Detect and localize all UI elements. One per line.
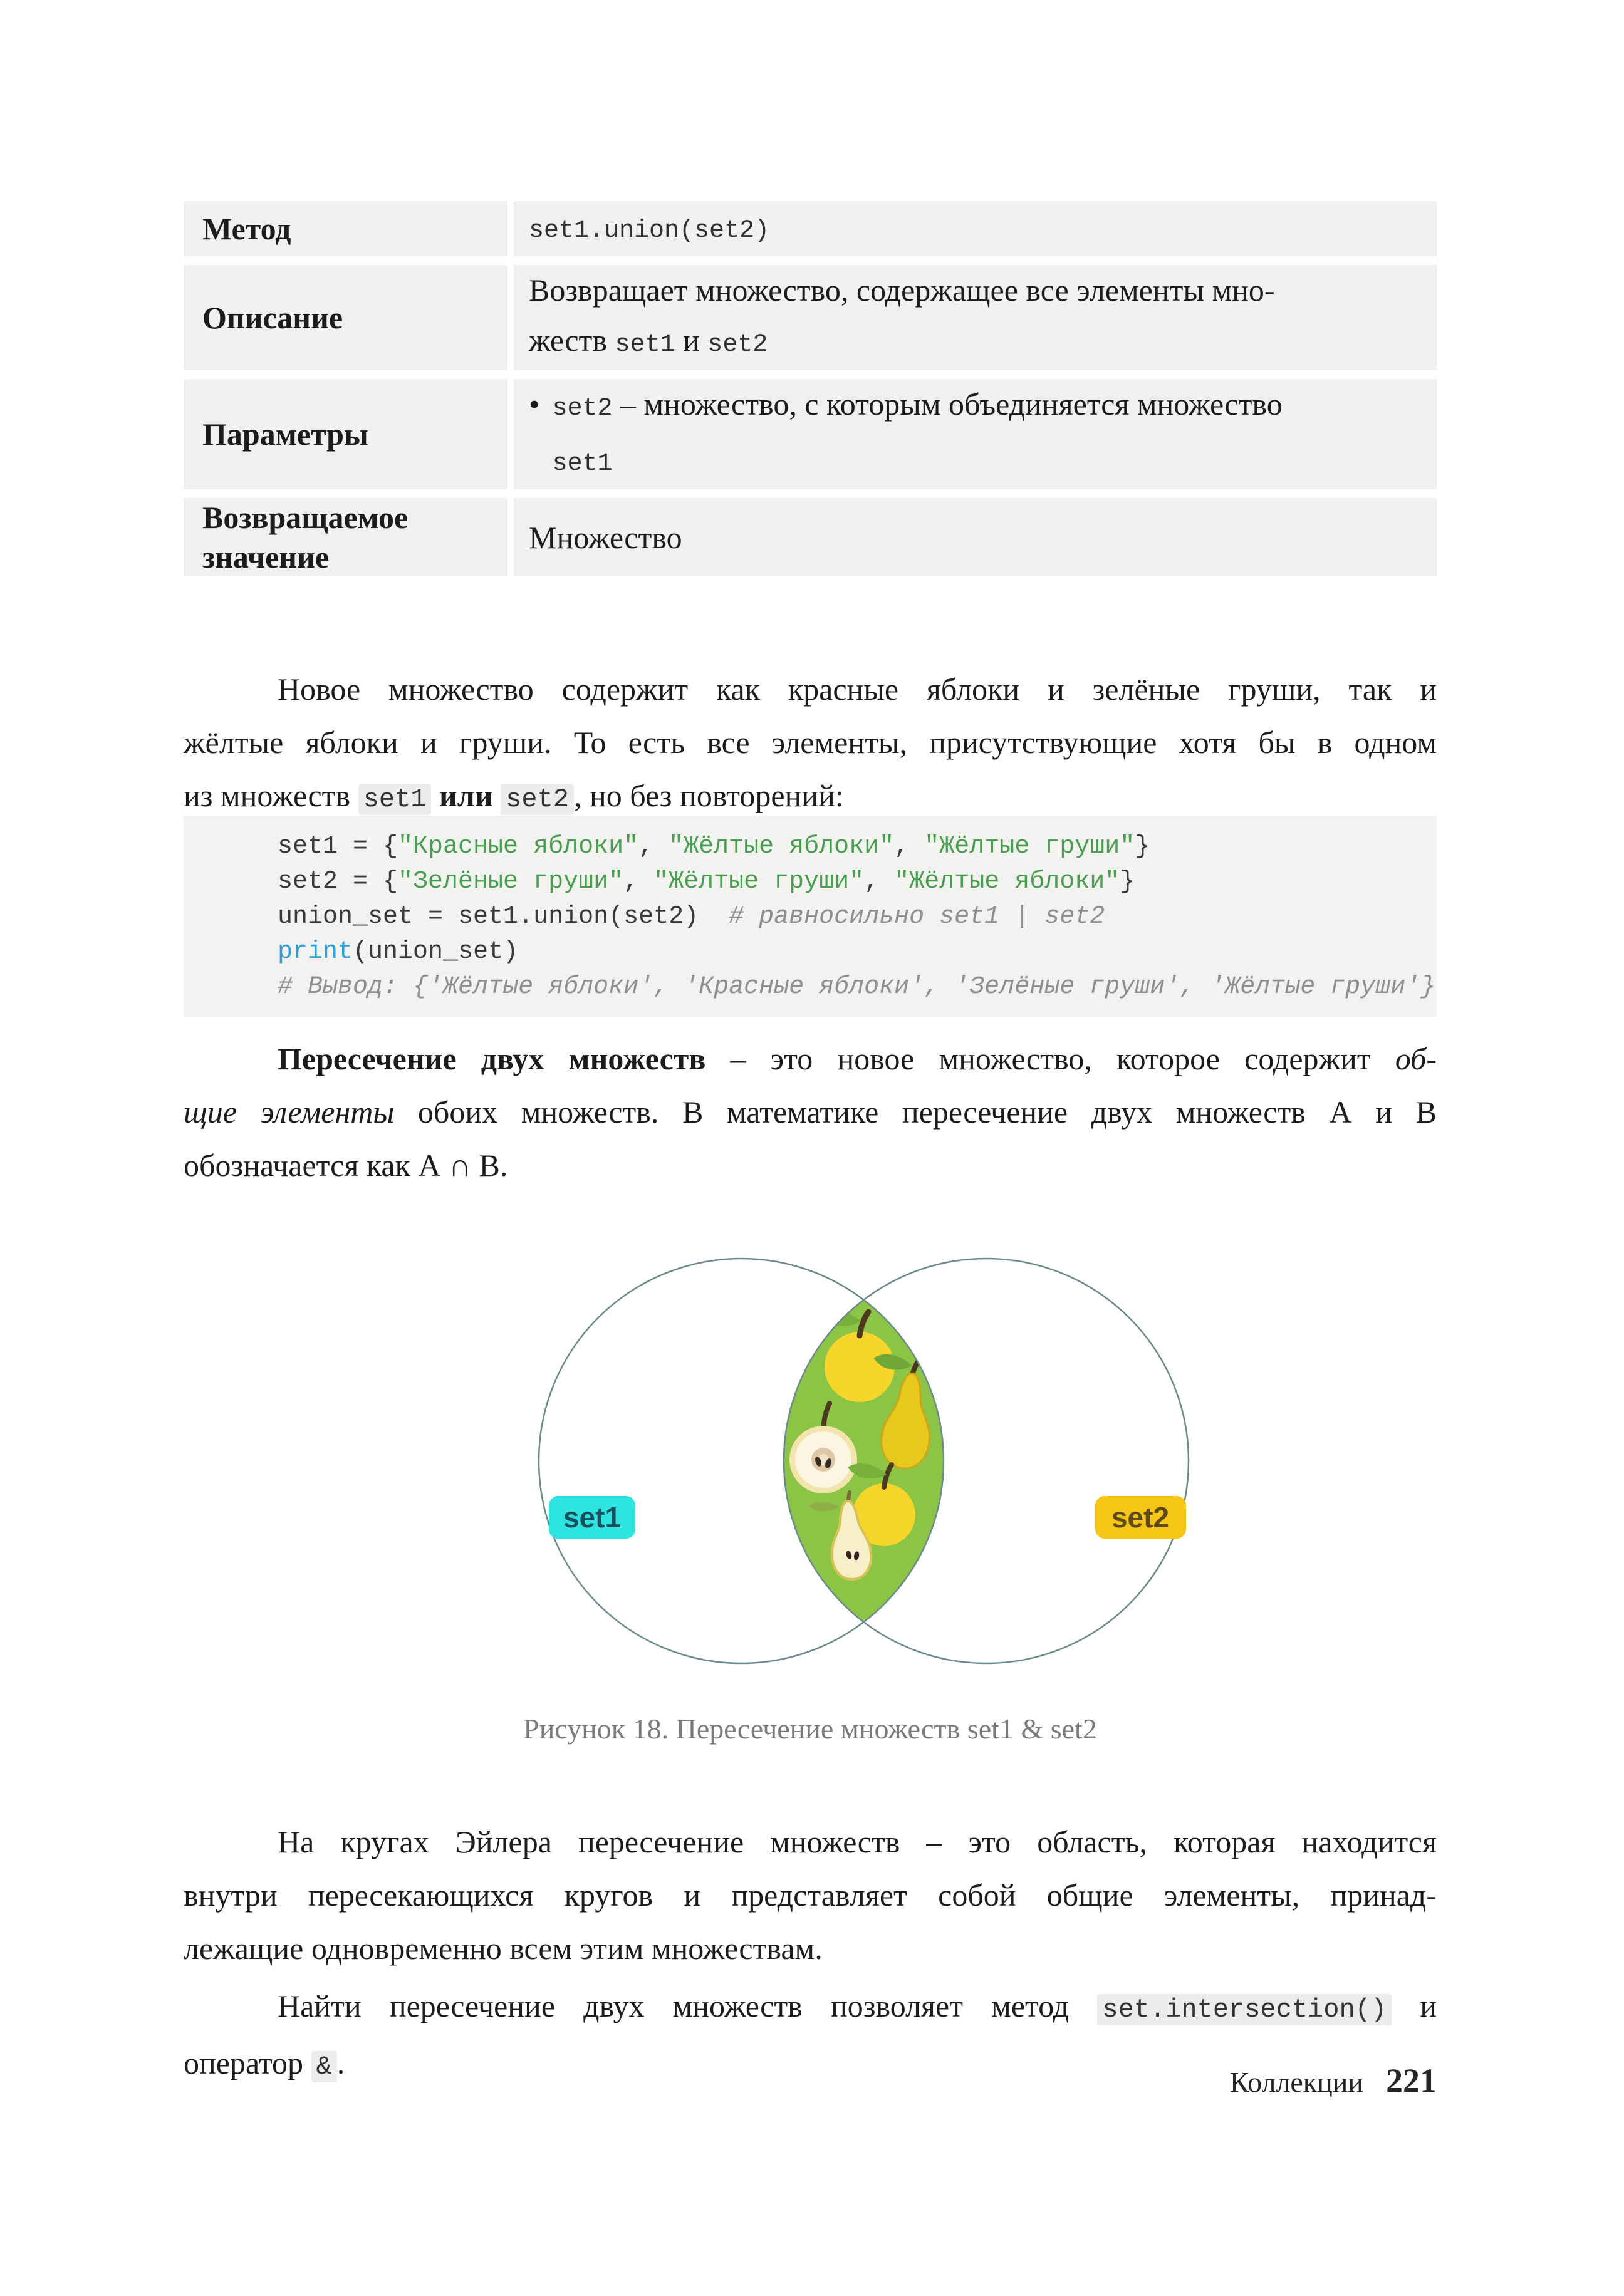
parameter-line1	[553, 379, 1283, 434]
code-string: "Жёлтые яблоки"	[669, 833, 895, 861]
set1-badge-label: set1	[563, 1501, 622, 1534]
row-label-parameters: Параметры	[184, 379, 508, 489]
table-row-return-value	[184, 498, 1437, 576]
text-run: Найти пересечение двух множеств позволяет метод	[278, 1988, 1098, 2023]
text-line: лежащие одновременно всем этим множествам.	[184, 1931, 823, 1966]
row-value-method	[514, 201, 1437, 256]
code-line	[184, 935, 1437, 970]
text-run: оператор	[184, 2045, 311, 2080]
text-line: обозначается как А ∩ В.	[184, 1148, 508, 1183]
method-reference-table	[184, 201, 1437, 576]
code-token: ,	[864, 868, 895, 896]
inline-code-set2: set2	[552, 395, 613, 423]
description-line2	[529, 315, 1419, 370]
row-value-parameters	[514, 379, 1437, 489]
inline-code-set1: set1	[615, 331, 675, 359]
text-run: , но без повторений:	[573, 778, 844, 813]
code-line	[184, 900, 1437, 935]
return-value-text: Множество	[529, 519, 682, 555]
paragraph-union-result	[184, 663, 1437, 826]
inline-code-intersection: set.intersection()	[1097, 1994, 1392, 2025]
page-number: 221	[1386, 2062, 1437, 2099]
paragraph-euler-circles	[184, 1816, 1437, 1975]
inline-code-set1: set1	[552, 450, 613, 478]
text-line	[184, 1032, 1437, 1086]
row-label-description: Описание	[184, 265, 508, 370]
text-line	[184, 1086, 1437, 1139]
method-signature: set1.union(set2)	[529, 217, 770, 245]
code-line	[184, 865, 1437, 900]
code-token: set2 = {	[278, 868, 398, 896]
inline-code-ampersand: &	[311, 2051, 337, 2082]
table-row-method	[184, 201, 1437, 256]
code-token: (union_set)	[353, 938, 519, 966]
text-run: из множеств	[184, 778, 358, 813]
inline-code-set2: set2	[707, 331, 768, 359]
inline-code-set1: set1	[358, 784, 432, 815]
text-run: .	[336, 2045, 345, 2080]
code-token: set1 = {	[278, 833, 398, 861]
code-line	[184, 829, 1437, 865]
figure-caption: Рисунок 18. Пересечение множеств set1 & set2	[523, 1713, 1097, 1745]
code-comment: # Вывод: {'Жёлтые яблоки', 'Красные яблоки', 'Зелёные груши', 'Жёлтые груши'}	[278, 973, 1436, 1001]
code-token: ,	[623, 868, 654, 896]
code-string: "Жёлтые груши"	[653, 868, 865, 896]
italic-run: щие элементы	[184, 1094, 395, 1130]
code-token: ,	[638, 833, 669, 861]
text-run: – это новое множество, которое содержит	[705, 1041, 1395, 1076]
code-token: union_set = set1.union(set2)	[278, 903, 729, 931]
code-token: }	[1120, 868, 1135, 896]
code-string: "Жёлтые груши"	[924, 833, 1135, 861]
description-line1: Возвращает множество, содержащее все элементы мно-	[529, 273, 1275, 308]
table-row-parameters	[184, 379, 1437, 489]
italic-run: об-	[1395, 1041, 1437, 1076]
bold-or: или	[431, 778, 501, 813]
code-string: "Жёлтые яблоки"	[894, 868, 1120, 896]
code-line	[184, 970, 1437, 1005]
paragraph-intersection-definition	[184, 1032, 1437, 1192]
row-value-return-value	[514, 498, 1437, 576]
inline-code-set2: set2	[501, 784, 574, 815]
row-value-description	[514, 265, 1437, 370]
text-run: обоих множеств. В математике пересечение двух множеств А и В	[394, 1094, 1437, 1130]
bullet-icon: •	[529, 387, 540, 422]
text-line	[184, 1980, 1437, 2037]
code-string: "Красные яблоки"	[398, 833, 639, 861]
text-line: внутри пересекающихся кругов и представляет собой общие элементы, принад-	[184, 1878, 1437, 1913]
bold-term: Пересечение двух множеств	[278, 1041, 706, 1076]
row-label-return-value: Возвращаемое значение	[184, 498, 508, 576]
parameter-text: – множество, с которым объединяется множество	[612, 387, 1283, 422]
code-comment: # равносильно set1 | set2	[729, 903, 1105, 931]
table-row-description	[184, 265, 1437, 370]
chapter-title: Коллекции	[1229, 2066, 1363, 2098]
code-token: ,	[894, 833, 925, 861]
parameter-item	[529, 379, 1419, 489]
text-line: жёлтые яблоки и груши. То есть все элементы, присутствующие хотя бы в одном	[184, 725, 1437, 760]
python-code-block	[184, 816, 1437, 1017]
code-keyword-print: print	[278, 938, 353, 966]
text-line: Новое множество содержит как красные яблоки и зелёные груши, так и	[278, 672, 1437, 707]
set2-badge-label: set2	[1111, 1501, 1170, 1534]
text-run: и	[1392, 1988, 1437, 2023]
code-string: "Зелёные груши"	[398, 868, 624, 896]
parameter-line2	[553, 434, 1283, 489]
description-conjunction: и	[675, 323, 708, 358]
page-footer	[184, 2061, 1437, 2100]
code-token: }	[1135, 833, 1150, 861]
row-label-method: Метод	[184, 201, 508, 256]
venn-diagram	[526, 1244, 1215, 1676]
description-text: жеств	[529, 323, 615, 358]
text-line: На кругах Эйлера пересечение множеств – это область, которая находится	[278, 1824, 1437, 1859]
